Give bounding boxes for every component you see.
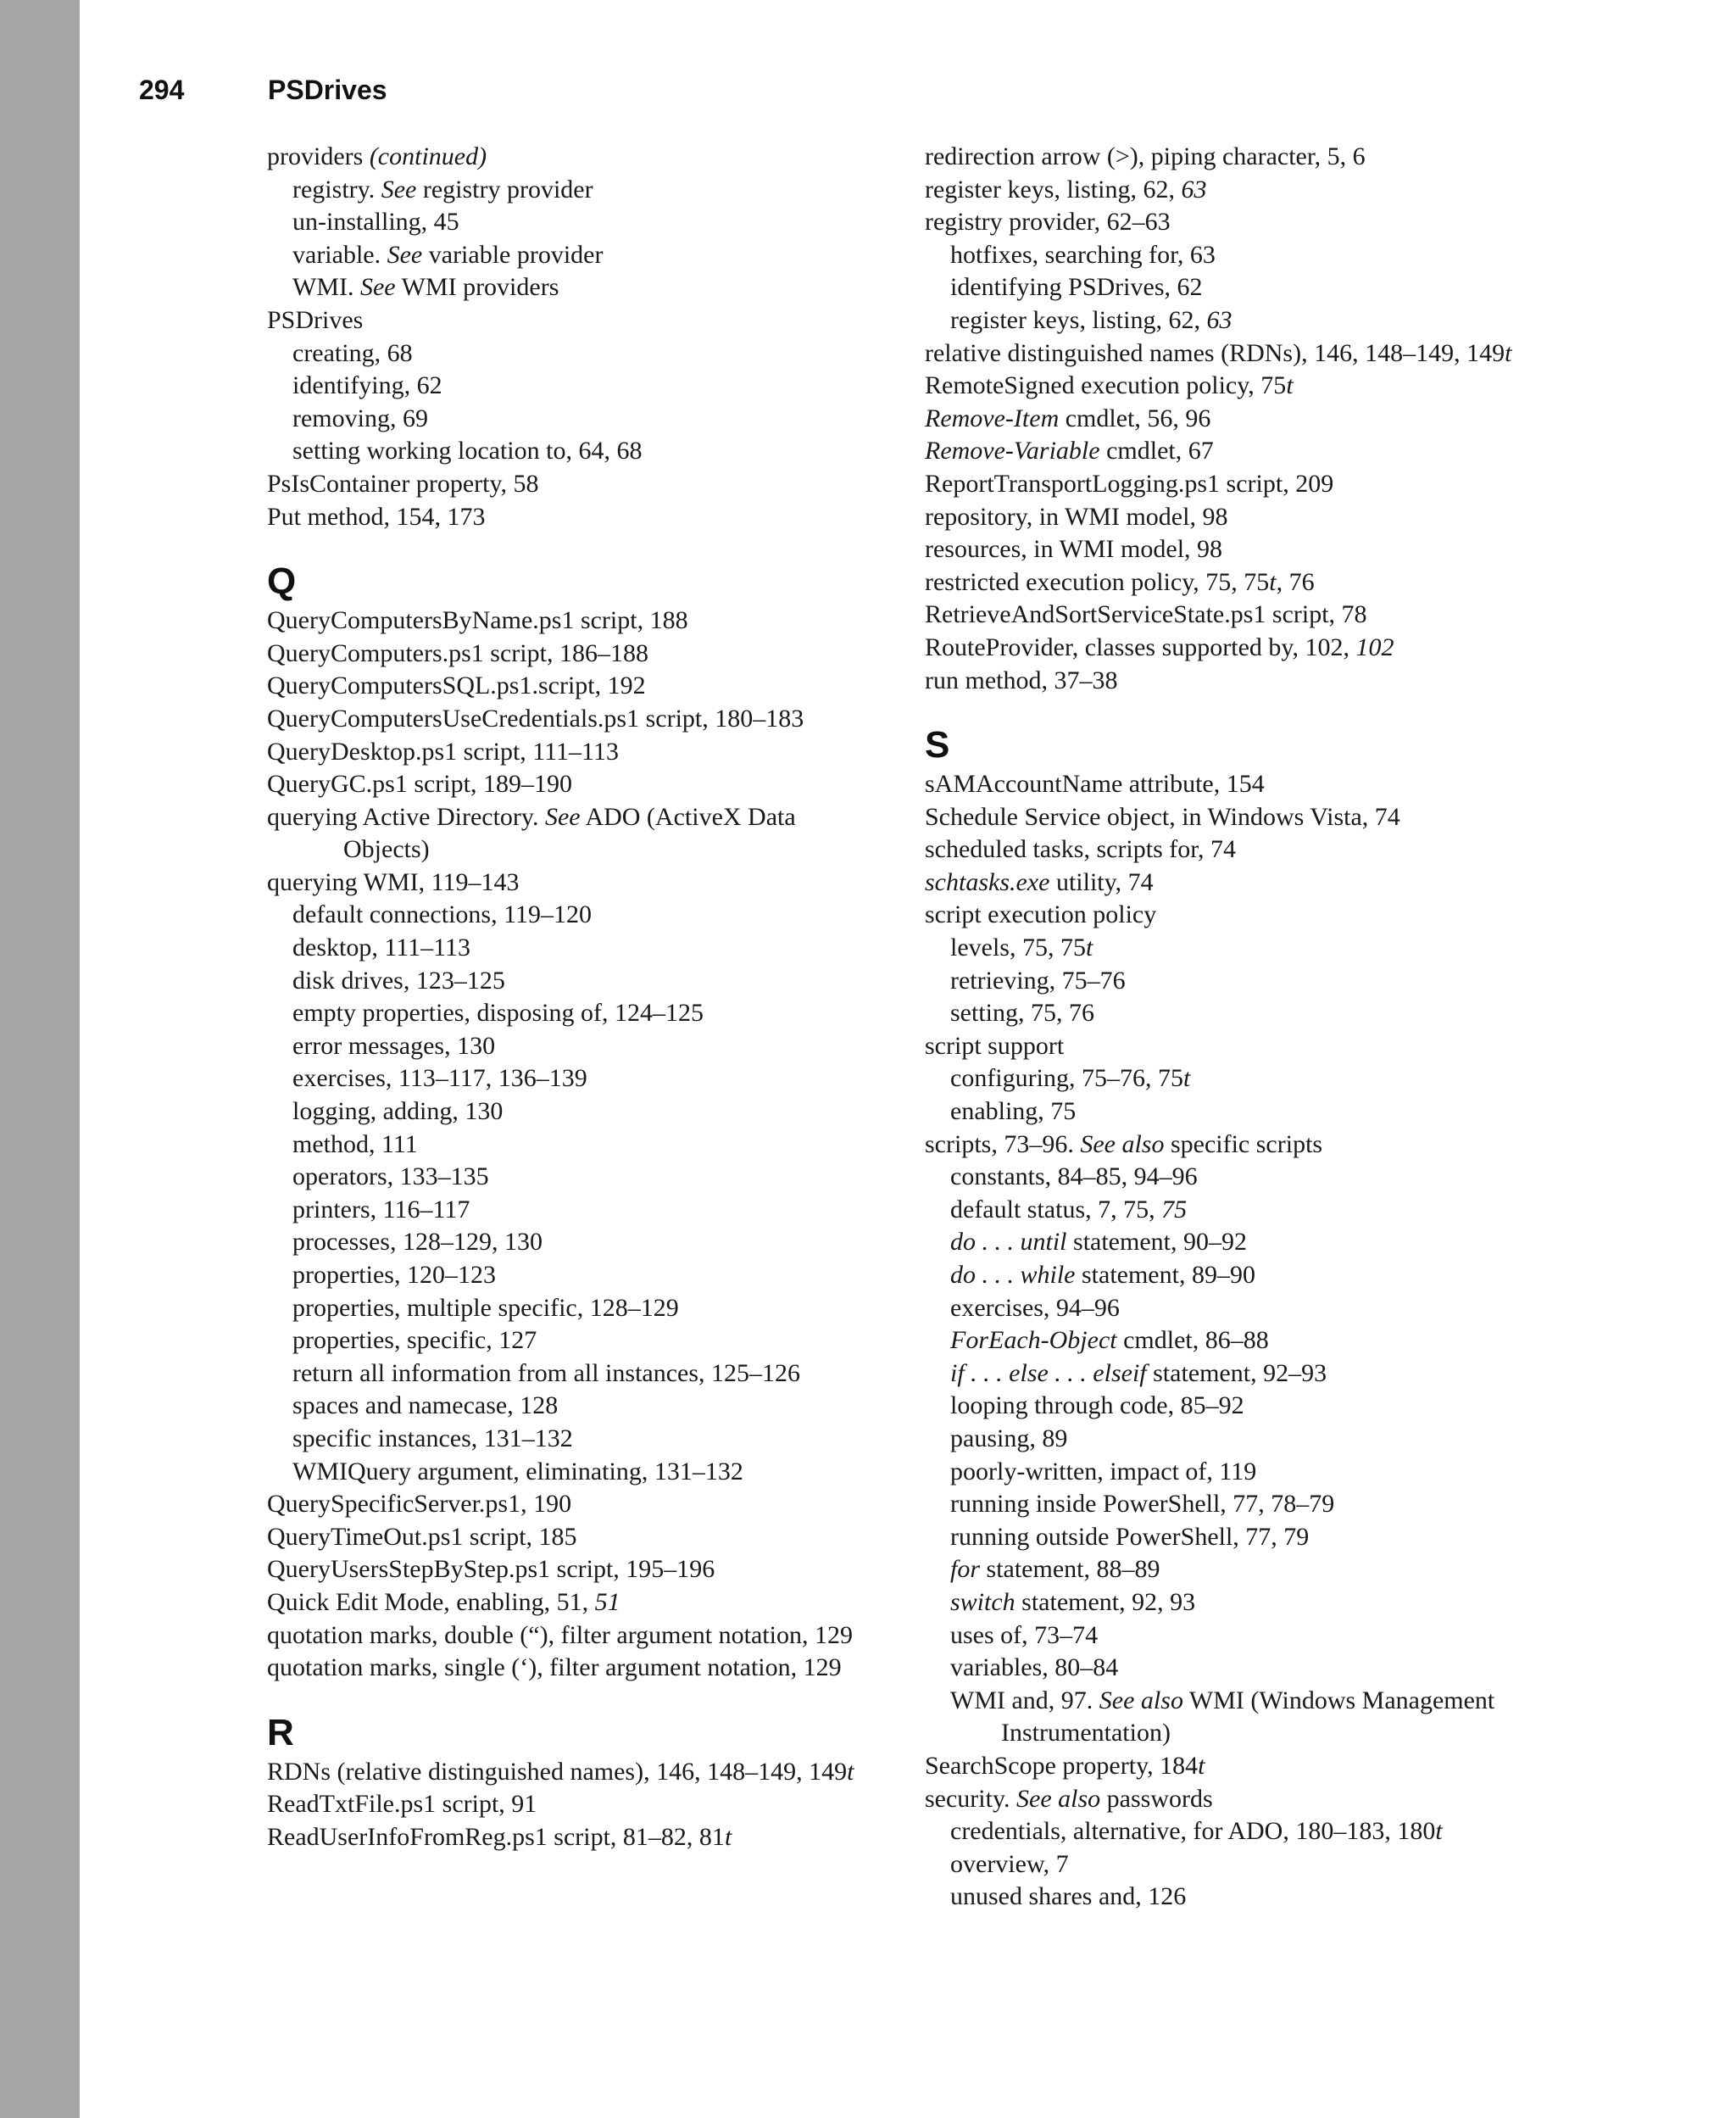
- entry-text: SearchScope property, 184: [925, 1751, 1199, 1780]
- index-entry: [925, 899, 1569, 932]
- entry-text: variable.: [292, 240, 387, 269]
- entry-text: 63: [1181, 175, 1207, 203]
- entry-text: See: [544, 802, 581, 831]
- index-subentry: [925, 1881, 1569, 1914]
- entry-text: do . . . while: [950, 1261, 1076, 1289]
- entry-text: relative distinguished names (RDNs), 146, 148–149, 149: [925, 338, 1505, 367]
- index-subentry: [925, 1521, 1569, 1554]
- entry-text: PSDrives: [267, 305, 364, 334]
- entry-text: identifying, 62: [292, 371, 442, 400]
- index-entry: [267, 605, 886, 638]
- index-column-right: [925, 141, 1569, 1914]
- entry-text: scheduled tasks, scripts for, 74: [925, 835, 1237, 864]
- index-entry: [267, 1619, 886, 1653]
- entry-text: default status, 7, 75,: [950, 1195, 1162, 1223]
- index-subentry: [267, 403, 886, 436]
- index-entry: [267, 670, 886, 703]
- entry-text: t: [1286, 371, 1294, 400]
- index-subentry: [925, 239, 1569, 272]
- entry-text: overview, 7: [950, 1849, 1069, 1878]
- entry-text: t: [724, 1822, 732, 1851]
- index-entry: [267, 1652, 886, 1685]
- entry-text: statement, 88–89: [980, 1555, 1160, 1584]
- entry-text: QueryComputersByName.ps1 script, 188: [267, 606, 688, 635]
- entry-text: removing, 69: [292, 404, 428, 432]
- entry-text: setting, 75, 76: [950, 999, 1094, 1028]
- index-entry: [925, 501, 1569, 534]
- entry-text: error messages, 130: [292, 1031, 496, 1060]
- entry-text: looping through code, 85–92: [950, 1391, 1244, 1420]
- index-entry: [925, 1783, 1569, 1816]
- section-letter-heading: [925, 726, 1569, 768]
- entry-text: R: [267, 1711, 294, 1753]
- entry-text: See also: [1080, 1129, 1165, 1158]
- index-subentry: [267, 1390, 886, 1423]
- entry-text: WMI providers: [395, 273, 559, 302]
- index-entry: [925, 337, 1569, 371]
- entry-text: switch: [950, 1587, 1015, 1616]
- entry-text: poorly-written, impact of, 119: [950, 1457, 1257, 1485]
- entry-text: Remove-Item: [925, 404, 1060, 432]
- index-subentry: [925, 1226, 1569, 1259]
- index-column-left: [267, 141, 886, 1854]
- index-subentry: [925, 271, 1569, 304]
- index-entry: [925, 533, 1569, 566]
- entry-text: sAMAccountName attribute, 154: [925, 770, 1265, 799]
- index-subentry: [267, 932, 886, 965]
- entry-text: , 76: [1276, 567, 1315, 596]
- entry-text: t: [1198, 1751, 1205, 1780]
- entry-text: retrieving, 75–76: [950, 966, 1126, 995]
- entry-text: script support: [925, 1031, 1065, 1060]
- entry-text: (continued): [369, 142, 487, 170]
- index-subentry: [925, 1390, 1569, 1423]
- entry-text: specific instances, 131–132: [292, 1424, 573, 1452]
- index-entry: [267, 1488, 886, 1521]
- entry-text: RetrieveAndSortServiceState.ps1 script, 78: [925, 600, 1367, 629]
- entry-text: properties, specific, 127: [292, 1326, 537, 1355]
- page-number: 294: [139, 75, 185, 105]
- running-head: [139, 71, 387, 109]
- index-subentry: [267, 337, 886, 371]
- entry-text: t: [1182, 1064, 1191, 1093]
- index-entry: [925, 1750, 1569, 1783]
- index-entry: [267, 141, 886, 174]
- entry-text: passwords: [1100, 1784, 1213, 1813]
- entry-text: See: [381, 175, 417, 203]
- entry-text: Q: [267, 560, 297, 603]
- entry-text: ForEach-Object: [950, 1326, 1117, 1355]
- entry-text: registry provider: [416, 175, 593, 203]
- entry-text: hotfixes, searching for, 63: [950, 240, 1216, 269]
- entry-text: register keys, listing, 62,: [925, 175, 1182, 203]
- entry-text: enabling, 75: [950, 1097, 1077, 1126]
- index-subentry: [925, 1652, 1569, 1685]
- entry-text: empty properties, disposing of, 124–125: [292, 999, 704, 1028]
- index-entry: [267, 1756, 886, 1789]
- index-subentry: [267, 271, 886, 304]
- index-subentry: [267, 1259, 886, 1292]
- page-gutter: [0, 0, 80, 2118]
- entry-text: QueryTimeOut.ps1 script, 185: [267, 1522, 577, 1551]
- entry-text: default connections, 119–120: [292, 900, 592, 929]
- entry-text: registry provider, 62–63: [925, 208, 1171, 237]
- entry-text: method, 111: [292, 1129, 418, 1158]
- index-entry: [925, 566, 1569, 599]
- index-subentry: [925, 997, 1569, 1030]
- running-head-title: PSDrives: [268, 75, 387, 105]
- entry-text: ADO (ActiveX Data Objects): [343, 802, 796, 864]
- index-subentry: [267, 1226, 886, 1259]
- entry-text: unused shares and, 126: [950, 1882, 1187, 1911]
- entry-text: RouteProvider, classes supported by, 102,: [925, 633, 1356, 661]
- entry-text: t: [1269, 567, 1277, 596]
- index-entry: [925, 768, 1569, 801]
- index-entry: [925, 370, 1569, 403]
- index-entry: [925, 801, 1569, 834]
- entry-text: statement, 90–92: [1066, 1228, 1247, 1257]
- index-entry: [925, 174, 1569, 207]
- index-subentry: [925, 1324, 1569, 1357]
- entry-text: WMI.: [292, 273, 360, 302]
- entry-text: 75: [1161, 1195, 1188, 1223]
- entry-text: t: [1085, 934, 1093, 962]
- index-subentry: [925, 1194, 1569, 1227]
- index-subentry: [925, 1423, 1569, 1456]
- index-entry: [267, 1586, 886, 1619]
- index-entry: [925, 468, 1569, 501]
- index-subentry: [925, 965, 1569, 998]
- entry-text: return all information from all instances, 125–126: [292, 1358, 801, 1387]
- entry-text: script execution policy: [925, 900, 1157, 929]
- entry-text: pausing, 89: [950, 1424, 1068, 1452]
- index-subentry: [267, 1095, 886, 1129]
- index-subentry: [925, 1586, 1569, 1619]
- index-subentry: [925, 1815, 1569, 1848]
- entry-text: See: [359, 273, 396, 302]
- entry-text: WMI (Windows Management Instrumentation): [1001, 1686, 1495, 1747]
- entry-text: setting working location to, 64, 68: [292, 437, 643, 465]
- entry-text: ReadTxtFile.ps1 script, 91: [267, 1790, 537, 1819]
- entry-text: See also: [1099, 1686, 1183, 1714]
- index-entry: [267, 768, 886, 801]
- entry-text: do . . . until: [950, 1228, 1067, 1257]
- index-entry: [925, 1030, 1569, 1063]
- index-subentry: [267, 1357, 886, 1391]
- index-subentry: [925, 1161, 1569, 1194]
- index-subentry: [267, 174, 886, 207]
- index-subentry: [267, 1161, 886, 1194]
- entry-text: exercises, 94–96: [950, 1293, 1120, 1322]
- index-entry: [925, 206, 1569, 239]
- entry-text: statement, 89–90: [1075, 1261, 1255, 1289]
- index-subentry: [267, 1456, 886, 1489]
- index-subentry: [267, 435, 886, 468]
- index-subentry: [267, 206, 886, 239]
- index-subentry: [267, 239, 886, 272]
- entry-text: t: [847, 1757, 854, 1786]
- section-letter-heading: [267, 1711, 886, 1756]
- index-subentry: [925, 1848, 1569, 1881]
- index-subentry: [267, 370, 886, 403]
- entry-text: run method, 37–38: [925, 666, 1118, 694]
- entry-text: desktop, 111–113: [292, 934, 470, 962]
- entry-text: creating, 68: [292, 338, 413, 367]
- entry-text: schtasks.exe: [925, 867, 1050, 896]
- entry-text: cmdlet, 86–88: [1116, 1326, 1269, 1355]
- entry-text: RemoteSigned execution policy, 75: [925, 371, 1287, 400]
- index-subentry: [925, 1292, 1569, 1325]
- entry-text: specific scripts: [1164, 1129, 1323, 1158]
- entry-text: identifying PSDrives, 62: [950, 273, 1203, 302]
- entry-text: t: [1505, 338, 1512, 367]
- index-entry: [267, 304, 886, 337]
- index-entry: [925, 632, 1569, 665]
- entry-text: running outside PowerShell, 77, 79: [950, 1522, 1310, 1551]
- entry-text: variables, 80–84: [950, 1653, 1119, 1682]
- index-entry: [925, 403, 1569, 436]
- entry-text: QueryUsersStepByStep.ps1 script, 195–196: [267, 1555, 715, 1584]
- entry-text: QueryComputers.ps1 script, 186–188: [267, 638, 648, 667]
- entry-text: if . . . else . . . elseif: [950, 1358, 1147, 1387]
- entry-text: WMI and, 97.: [950, 1686, 1099, 1714]
- entry-text: cmdlet, 67: [1099, 437, 1214, 465]
- index-subentry: [267, 1292, 886, 1325]
- index-subentry: [267, 1062, 886, 1095]
- entry-text: providers: [267, 142, 370, 170]
- entry-text: variable provider: [422, 240, 604, 269]
- entry-text: QuerySpecificServer.ps1, 190: [267, 1490, 572, 1519]
- entry-text: registry.: [292, 175, 381, 203]
- index-entry: [925, 1129, 1569, 1162]
- index-entry: [267, 1521, 886, 1554]
- entry-text: ReportTransportLogging.ps1 script, 209: [925, 469, 1334, 498]
- entry-text: operators, 133–135: [292, 1162, 489, 1191]
- index-subentry: [267, 965, 886, 998]
- index-subentry: [267, 1423, 886, 1456]
- entry-text: quotation marks, double (“), filter argument notation, 129: [267, 1620, 853, 1649]
- entry-text: RDNs (relative distinguished names), 146, 148–149, 149: [267, 1757, 848, 1786]
- index-entry: [267, 468, 886, 501]
- entry-text: spaces and namecase, 128: [292, 1391, 559, 1420]
- index-entry: [925, 867, 1569, 900]
- index-subentry: [267, 899, 886, 932]
- entry-text: levels, 75, 75: [950, 934, 1086, 962]
- entry-text: S: [925, 724, 950, 766]
- entry-text: Remove-Variable: [925, 437, 1100, 465]
- entry-text: for: [950, 1555, 981, 1584]
- entry-text: constants, 84–85, 94–96: [950, 1162, 1198, 1191]
- index-entry: [267, 867, 886, 900]
- entry-text: Schedule Service object, in Windows Vista, 74: [925, 802, 1400, 831]
- entry-text: statement, 92, 93: [1015, 1587, 1196, 1616]
- index-entry: [925, 435, 1569, 468]
- index-entry: [267, 1821, 886, 1854]
- entry-text: properties, multiple specific, 128–129: [292, 1293, 679, 1322]
- section-letter-heading: [267, 562, 886, 605]
- index-entry: [267, 1553, 886, 1586]
- entry-text: printers, 116–117: [292, 1195, 470, 1223]
- entry-text: properties, 120–123: [292, 1261, 496, 1289]
- index-entry: [267, 703, 886, 736]
- entry-text: running inside PowerShell, 77, 78–79: [950, 1490, 1335, 1519]
- entry-text: utility, 74: [1049, 867, 1154, 896]
- index-entry: [925, 141, 1569, 174]
- index-entry: [925, 599, 1569, 632]
- entry-text: statement, 92–93: [1146, 1358, 1327, 1387]
- entry-text: disk drives, 123–125: [292, 966, 505, 995]
- entry-text: quotation marks, single (‘), filter argument notation, 129: [267, 1653, 842, 1682]
- entry-text: Quick Edit Mode, enabling, 51,: [267, 1587, 595, 1616]
- index-entry: [267, 801, 886, 867]
- index-subentry: [925, 1685, 1569, 1750]
- index-subentry: [925, 1619, 1569, 1653]
- entry-text: See also: [1016, 1784, 1101, 1813]
- index-subentry: [267, 1129, 886, 1162]
- index-subentry: [267, 1194, 886, 1227]
- entry-text: restricted execution policy, 75, 75: [925, 567, 1270, 596]
- entry-text: ReadUserInfoFromReg.ps1 script, 81–82, 81: [267, 1822, 725, 1851]
- index-subentry: [267, 1324, 886, 1357]
- index-entry: [267, 638, 886, 671]
- entry-text: scripts, 73–96.: [925, 1129, 1081, 1158]
- entry-text: uses of, 73–74: [950, 1620, 1099, 1649]
- entry-text: redirection arrow (>), piping character, 5, 6: [925, 142, 1366, 170]
- index-entry: [267, 736, 886, 769]
- index-entry: [925, 665, 1569, 698]
- index-subentry: [925, 1553, 1569, 1586]
- entry-text: QueryGC.ps1 script, 189–190: [267, 770, 572, 799]
- index-subentry: [267, 997, 886, 1030]
- entry-text: resources, in WMI model, 98: [925, 535, 1223, 564]
- entry-text: t: [1435, 1817, 1443, 1846]
- index-subentry: [267, 1030, 886, 1063]
- entry-text: QueryComputersUseCredentials.ps1 script, 180–183: [267, 704, 804, 733]
- index-subentry: [925, 304, 1569, 337]
- entry-text: querying Active Directory.: [267, 802, 545, 831]
- index-subentry: [925, 1456, 1569, 1489]
- entry-text: QueryComputersSQL.ps1.script, 192: [267, 672, 646, 700]
- entry-text: configuring, 75–76, 75: [950, 1064, 1183, 1093]
- entry-text: querying WMI, 119–143: [267, 867, 520, 896]
- index-entry: [925, 833, 1569, 867]
- entry-text: PsIsContainer property, 58: [267, 469, 539, 498]
- entry-text: cmdlet, 56, 96: [1059, 404, 1211, 432]
- index-subentry: [925, 1062, 1569, 1095]
- entry-text: repository, in WMI model, 98: [925, 502, 1228, 531]
- index-subentry: [925, 1259, 1569, 1292]
- entry-text: 63: [1206, 305, 1232, 334]
- index-subentry: [925, 1488, 1569, 1521]
- index-entry: [267, 1788, 886, 1821]
- entry-text: WMIQuery argument, eliminating, 131–132: [292, 1457, 743, 1485]
- entry-text: Put method, 154, 173: [267, 502, 486, 531]
- entry-text: exercises, 113–117, 136–139: [292, 1064, 587, 1093]
- entry-text: register keys, listing, 62,: [950, 305, 1207, 334]
- entry-text: QueryDesktop.ps1 script, 111–113: [267, 737, 619, 766]
- entry-text: See: [387, 240, 423, 269]
- entry-text: 51: [594, 1587, 620, 1616]
- entry-text: un-installing, 45: [292, 208, 459, 237]
- index-subentry: [925, 1095, 1569, 1129]
- index-entry: [267, 501, 886, 534]
- entry-text: processes, 128–129, 130: [292, 1228, 542, 1257]
- entry-text: logging, adding, 130: [292, 1097, 504, 1126]
- index-subentry: [925, 1357, 1569, 1391]
- entry-text: 102: [1355, 633, 1394, 661]
- index-subentry: [925, 932, 1569, 965]
- entry-text: credentials, alternative, for ADO, 180–183, 180: [950, 1817, 1436, 1846]
- entry-text: security.: [925, 1784, 1017, 1813]
